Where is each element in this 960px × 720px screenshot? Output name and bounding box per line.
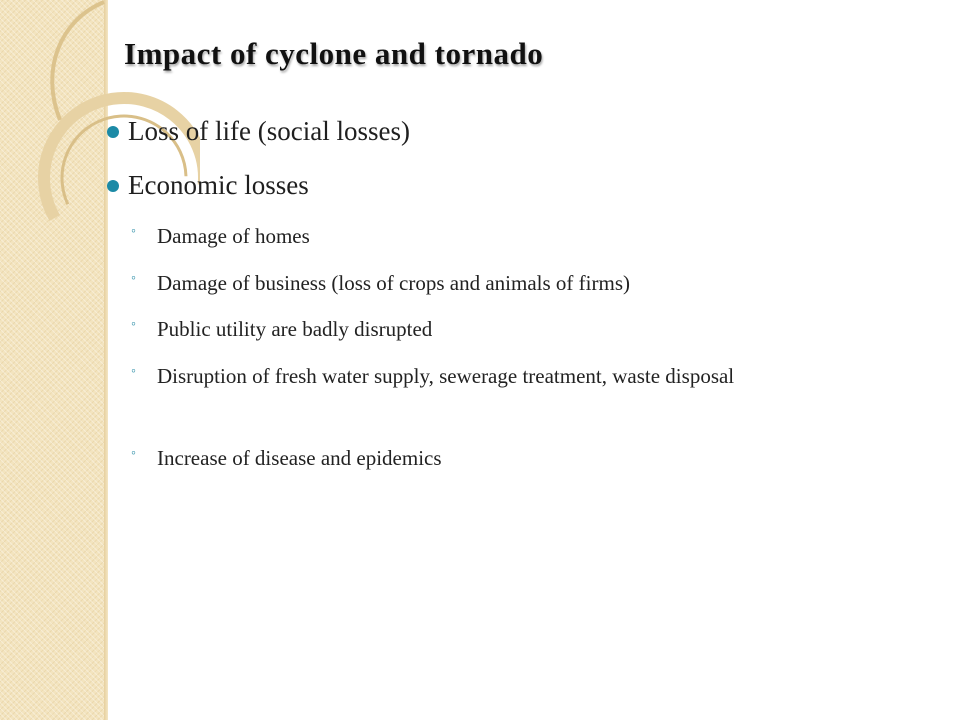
sub-bullet-marker: ◦: [131, 364, 136, 379]
sub-bullet-marker: ◦: [131, 271, 136, 286]
sub-bullet-item: Disruption of fresh water supply, sewerage treatment, waste disposal: [157, 364, 735, 388]
bullet-item: Loss of life (social losses): [128, 116, 410, 146]
sub-bullet-marker: ◦: [131, 317, 136, 332]
sub-bullet-item: Damage of business (loss of crops and animals of firms): [157, 271, 630, 295]
sub-bullet-marker: ◦: [131, 446, 136, 461]
bullet-dot: [107, 126, 119, 138]
sub-bullet-marker: ◦: [131, 224, 136, 239]
bullet-item: Economic losses: [128, 170, 309, 200]
sub-bullet-item: Increase of disease and epidemics: [157, 446, 442, 470]
slide-title: Impact of cyclone and tornado: [124, 36, 544, 71]
bullet-dot: [107, 180, 119, 192]
sub-bullet-item: Damage of homes: [157, 224, 310, 248]
sub-bullet-item: Public utility are badly disrupted: [157, 317, 433, 341]
